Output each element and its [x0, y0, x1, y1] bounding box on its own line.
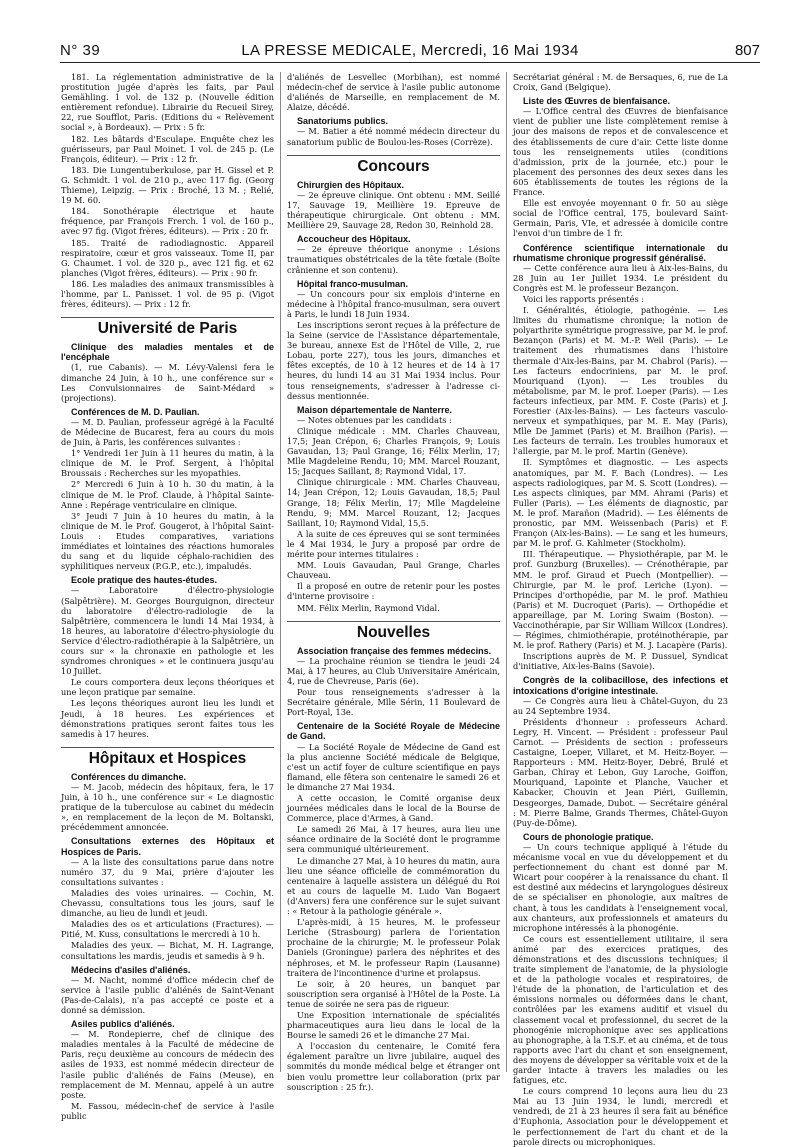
- item-text: Le samedi 26 Mai, à 17 heures, aura lieu une séance ordinaire de la Société dont le programme sera communiqué ultérieurement.: [287, 824, 500, 855]
- item-title: Médecins d'asiles d'aliénés.: [71, 964, 191, 975]
- continued-text: Secrétariat général : M. de Bersaques, 6, rue de La Croix, Gand (Belgique).: [513, 72, 728, 93]
- item-text: — 2e épreuve clinique. Ont obtenu : MM. Seillé 17, Sauvage 19, Meillière 19. Epreuve de thérapeutique chirurgicale. Ont obtenu : MM. Meillière 29, Sauvage 28, Redon 30, Reinhold 28.: [287, 189, 500, 231]
- book-entry: 183. Die Lungentuberkulose, par H. Gissel et P. G. Schmidt. 1 vol. de 210 p., avec 117 fig. (Georg Thieme), Leipzig. — Prix : Broché, 13 M. ; Relié, 19 M. 60.: [61, 164, 274, 206]
- section-heading-hopitaux: Hôpitaux et Hospices: [61, 747, 274, 764]
- page-number: 807: [734, 42, 760, 59]
- item-text: A l'occasion du centenaire, le Comité fera également paraître un livre jubilaire, auquel des sommités du monde médical belge et étranger ont bien voulu promettre leur collaboration (prix par souscription : 25 fr.).: [287, 1041, 500, 1092]
- item-text: — Un cours technique appliqué à l'étude du mécanisme vocal en vue du développement et du perfectionnement du chant est donné par M. Wicart pour coopérer à la renaissance du chant. Il est destiné aux médecins et laryngologues désireux de se spécialiser en phonologie, aux maîtres de chant, à tous les candidats à l'enseignement vocal, aux chanteurs, aux professionnels et amateurs du microphone intéressés à la phonogénie.: [513, 841, 728, 933]
- item-text: Le soir, à 20 heures, un banquet par souscription sera organisé à l'Hôtel de la Poste. La tenue de soirée ne sera pas de rigueur.: [287, 978, 500, 1009]
- item-text: M. Fassou, médecin-chef de service à l'asile public: [61, 1100, 274, 1121]
- journal-title: LA PRESSE MEDICALE, Mercredi, 16 Mai 1934: [241, 42, 579, 59]
- column-1: [61, 72, 274, 1121]
- item-text: Maladies des yeux. — Bichat, M. H. Lagrange, consultations les mardis, jeudis et samedis à 9 h.: [61, 940, 274, 961]
- item-text: — M. Batier a été nommé médecin directeur du sanatorium public de Boulou-les-Roses (Corrèze).: [287, 126, 500, 147]
- item-text: — Cette conférence aura lieu à Aix-les-Bains, du 28 Juin au 1er Juillet 1934. Le président du Congrès est M. le professeur Bezançon.: [513, 262, 728, 293]
- item-text: A cette occasion, le Comité organise deux journées médicales dans le local de la Bourse de Commerce, place d'Armes, à Gand.: [287, 793, 500, 824]
- item-title: Sanatoriums publics.: [297, 116, 389, 127]
- item-title: Ecole pratique des hautes-études.: [71, 575, 218, 586]
- item-text: Le cours comprend 10 leçons aura lieu du 23 Mai au 13 Juin 1934, le lundi, mercredi et vendredi, de 21 à 23 heures il sera fait au bénéfice d'Euphonia, Association pour le développement et le perfectionnement de l'art du chant et de la parole directs ou microphoniques.: [513, 1086, 728, 1147]
- continued-text: d'aliénés de Lesvellec (Morbihan), est nommé médecin-chef de service à l'asile public autonome d'aliénés de Marseille, en remplacement de M. Alaize, décédé.: [287, 72, 500, 113]
- item-text: (1, rue Cabanis). — M. Lévy-Valensi fera le dimanche 24 Juin, à 10 h., une conférence sur « Les Convulsionnaires de Saint-Médard » (projections).: [61, 362, 274, 403]
- item-title: Conférences du dimanche.: [71, 771, 187, 782]
- book-entry: 184. Sonothérapie électrique et haute fréquence, par François Frerch. 1 vol. de 160 p., avec 97 fig. (Vigot frères, éditeurs). — Prix : 20 fr.: [61, 206, 274, 237]
- book-entry: 186. Les maladies des animaux transmissibles à l'homme, par L. Panisset. 1 vol. de 95 p. (Vigot frères, éditeurs). — Prix : 12 fr.: [61, 278, 274, 310]
- item-text: — Laboratoire d'électro-physiologie (Salpêtrière). M. Georges Bourguignon, directeur du laboratoire d'électro-radiologie de la Salpêtrière, commencera le lundi 14 Mai 1934, à 18 heures, au laboratoire d'électro-physiologie du Service d'électro-radiothérapie à la Salpêtrière, un cours sur « la chronaxie en pathologie et les syndromes chroniques » et le continuera jusqu'au 10 Juillet.: [61, 585, 274, 677]
- item-text: Le cours comportera deux leçons théoriques et une leçon pratique par semaine.: [61, 677, 274, 698]
- item-title: Association française des femmes médecins.: [297, 645, 492, 656]
- item-title: Asiles publics d'aliénés.: [71, 1019, 175, 1030]
- item-title: Hôpital franco-musulman.: [297, 278, 409, 289]
- item-title: Cours de phonologie pratique.: [523, 831, 654, 842]
- item-text: — M. Jacob, médecin des hôpitaux, fera, le 17 Juin, à 10 h., une conférence sur « Le diagnostic pratique de la tuberculose au cabinet du médecin », en remplacement de la leçon de M. Boltanski, précédemment annoncée.: [61, 782, 274, 833]
- book-list: [61, 72, 274, 309]
- item-text: Inscriptions auprès de M. P. Dussuel, Syndicat d'initiative, Aix-les-Bains (Savoie).: [513, 651, 728, 672]
- item-title: Liste des Œuvres de bienfaisance.: [523, 96, 671, 107]
- item-text: III. Thérapeutique. — Physiothérapie, par M. le prof. Gunzburg (Bruxelles). — Crénothérapie, par MM. le prof. Giraud et Puech (Montpellier). — Chirurgie, par M. le prof. Leriche (Lyon). — Principes d'orthopédie, par M. le prof. Mathieu (Paris) et M. Ducroquet (Paris). — Orthopédie et appareillage, par M. Loring Swaim (Boston). — Vaccinothérapie, par Sir William Willcox (Londres). — Régimes, chimiothérapie, protéinothérapie, par M. le prof. Rathery (Paris) et M. J. Lacapère (Paris).: [513, 549, 728, 651]
- item-text: Maladies des voies urinaires. — Cochin, M. Chevassu, consultations tous les jours, sauf le dimanche, au lieu de lundi et jeudi.: [61, 887, 274, 919]
- column-2: [287, 72, 500, 1092]
- item-title: Consultations externes des Hôpitaux et Hospices de Paris.: [61, 836, 274, 857]
- item-text: 2° Mercredi 6 Juin à 10 h. 30 du matin, à la clinique de M. le Prof. Claude, à l'hôpital Sainte-Anne : Repérage ventriculaire en clinique.: [61, 479, 274, 510]
- section-heading-concours: Concours: [287, 155, 500, 172]
- item-text: 3° Jeudi 7 Juin à 10 heures du matin, à la clinique de M. le Prof. Gougerot, à l'hôpital Saint-Louis : Etudes comparatives, variations immédiates et lointaines des réactions humorales du sang et du liquide céphalo-rachidien des syphilitiques nerveux (P.G.P., etc.), impaludés.: [61, 510, 274, 572]
- item-text: Le dimanche 27 Mai, à 10 heures du matin, aura lieu une séance officielle de commémoration du centenaire à laquelle assistera un délégué du Roi et au cours de laquelle M. Ludo Van Bogaert (d'Anvers) fera une conférence sur le sujet suivant : « Retour à la pathologie générale ».: [287, 855, 500, 917]
- item-text: — Un concours pour six emplois d'interne en médecine à l'hôpital franco-musulman, sera ouvert à Paris, le lundi 18 Juin 1934.: [287, 288, 500, 319]
- item-title: Conférences de M. D. Paulian.: [71, 406, 200, 417]
- issue-number: N° 39: [60, 42, 101, 59]
- column-rule-2: [506, 72, 507, 1072]
- column-rule-1: [280, 72, 281, 1072]
- book-entry: 181. La réglementation administrative de la prostitution jugée d'après les faits, par Paul Gemähling. 1 vol. de 132 p. (Nouvelle édition entièrement refondue). Librairie du Recueil Sirey, 22, rue Soufflot, Paris. (Editions du « Relèvement social », à Bordeaux). — Prix : 5 fr.: [61, 72, 274, 133]
- book-entry: 185. Traité de radiodiagnostic. Appareil respiratoire, cœur et gros vaisseaux. Tome II, par G. Chaumet. 1 vol. de 320 p., avec 121 fig. et 62 planches (Vigot frères, éditeurs). — Prix : 90 fr.: [61, 237, 274, 278]
- item-text: — M. Rondepierre, chef de clinique des maladies mentales à la Faculté de médecine de Paris, reçu deuxième au concours de médecin des asiles de 1933, est nommé médecin directeur de l'asile public d'aliénés de Fains (Meuse), en remplacement de M. Mennau, appelé à un autre poste.: [61, 1029, 274, 1100]
- item-title: Congrès de la colibacillose, des infections et intoxications d'origine intestinale.: [513, 675, 728, 696]
- page-header: [60, 38, 760, 63]
- item-text: — L'Office central des Œuvres de bienfaisance vient de publier une liste complètement remise à jour des maisons de repos et de convalescence et des établissements de cure d'air. Cette liste donne tous les renseignements utiles (conditions d'admission, prix de la journée, etc.) pour le placement des personnes des deux sexes dans les 605 établissements de toutes les régions de la France.: [513, 106, 728, 198]
- item-text: — A la liste des consultations parue dans notre numéro 37, du 9 Mai, prière d'ajouter les consultations suivantes :: [61, 856, 274, 887]
- book-entry: 182. Les bâtards d'Esculape. Enquête chez les guérisseurs, par Paul Moinet. 1 vol. de 245 p. (Le François, éditeur). — Prix : 12 fr.: [61, 133, 274, 164]
- item-text: — La prochaine réunion se tiendra le jeudi 24 Mai, à 17 heures, au Club Universitaire Américain, 4, rue de Chevreuse, Paris (6e).: [287, 655, 500, 686]
- item-title: Clinique des maladies mentales et de l'encéphale: [61, 342, 274, 363]
- item-text: — La Société Royale de Médecine de Gand est la plus ancienne Société médicale de Belgique, c'est un actif foyer de culture scientifique en pays flamand, elle fêtera son centenaire le samedi 26 et le dimanche 27 Mai 1934.: [287, 741, 500, 792]
- item-text: — M. Nacht, nommé d'office médecin chef de service à l'asile public d'aliénés de Saint-Venant (Pas-de-Calais), n'a pas accepté ce poste et a donné sa démission.: [61, 974, 274, 1015]
- item-text: MM. Félix Merlin, Raymond Vidal.: [297, 602, 440, 613]
- item-text: Clinique chirurgicale : MM. Charles Chauveau, 14; Jean Crépon, 12; Louis Gavaudan, 18,5; Paul Grange, 18; Félix Merlin, 17; Mlle Magdeleine Rendu, 9; MM. Marcel Rouzant, 12; Jacques Saillant, 10; Raymond Vidal, 15,5.: [287, 477, 500, 528]
- column-3: [513, 72, 728, 1147]
- item-text: L'après-midi, à 15 heures, M. le professeur Leriche (Strasbourg) parlera de l'orientation prochaine de la chirurgie; M. le professeur Polak Daniels (Groningue) parlera des néphrites et des néphroses, et M. le professeur Rapin (Lausanne) traitera de l'incontinence d'urine et prolapsus.: [287, 917, 500, 978]
- item-text: — M. D. Paulian, professeur agrégé à la Faculté de Médecine de Bucarest, fera au cours du mois de Juin, à Paris, les conférences suivantes :: [61, 416, 274, 448]
- item-text: Maladies des os et articulations (Fractures). — Pitié, M. Kuss, consultations le mercredi à 10 h.: [61, 919, 274, 940]
- item-text: Les leçons théoriques auront lieu les lundi et Jeudi, à 18 heures. Les expériences et démonstrations pratiques seront faites tous les samedis à 17 heures.: [61, 698, 274, 739]
- item-text: Voici les rapports présentés :: [523, 293, 645, 304]
- item-text: Les inscriptions seront reçues à la préfecture de la Seine (service de l'Assistance départementale, 3e bureau, annexe Est de l'Hôtel de Ville, 2, rue Lobau, porte 227), tous les jours, dimanches et fêtes exceptés, de 10 à 12 heures et de 14 à 17 heures, du lundi 14 au 31 Mai 1934 inclus. Pour tous renseignements, s'adresser à l'adresse ci-dessus mentionnée.: [287, 319, 500, 401]
- item-text: Clinique médicale : MM. Charles Chauveau, 17,5; Jean Crépon, 6; Charles François, 9; Louis Gavaudan, 13; Paul Grange, 16; Félix Merlin, 17; Mlle Magdeleine Rendu, 10; MM. Marcel Rouzant, 15; Jacques Saillant, 8; Raymond Vidal, 17.: [287, 425, 500, 477]
- item-text: Il a proposé en outre de retenir pour les postes d'interne provisoire :: [287, 581, 500, 602]
- section-heading-nouvelles: Nouvelles: [287, 621, 500, 638]
- item-text: I. Généralités, étiologie, pathogénie. — Les limites du rhumatisme chronique; la notion de polyarthrite symétrique progressive, par M. le prof. Bezançon (Paris) et M. M.-P. Weil (Paris). — Le traitement des rhumatismes dans l'histoire thermale d'Aix-les-Bains, par M. Chabrol (Paris). — Les facteurs endocriniens, par M. le prof. Mouriquand (Lyon). — Les troubles du métabolisme, par M. le prof. Loeper (Paris). — Les facteurs infectieux, par MM. F. Coste (Paris) et J. Forestier (Aix-les-Bains). — Les facteurs vasculo-nerveux et sympathiques, par M. E. May (Paris), Mlle De Jammet (Paris) et M. Brailhon (Paris). — Les facteurs de terrain. Les troubles humoraux et l'allergie, par M. le prof. Martin (Genève).: [513, 305, 728, 457]
- item-text: Une Exposition internationale de spécialités pharmaceutiques aura lieu dans le local de la Bourse le samedi 26 et le dimanche 27 Mai.: [287, 1009, 500, 1041]
- item-text: MM. Louis Gavaudan, Paul Grange, Charles Chauveau.: [287, 560, 500, 581]
- item-text: — 2e épreuve théorique anonyme : Lésions traumatiques obstétricales de la tête fœtale (Boîte crânienne et son contenu).: [287, 244, 500, 275]
- item-title: Centenaire de la Société Royale de Médecine de Gand.: [287, 721, 500, 742]
- item-text: — Notes obtenues par les candidats :: [297, 414, 452, 425]
- item-title: Maison départementale de Nanterre.: [297, 404, 453, 415]
- item-text: Elle est envoyée moyennant 0 fr. 50 au siège social de l'Office central, 175, boulevard Saint-Germain, Paris, VIe, et adressée à domicile contre l'envoi d'un timbre de 1 fr.: [513, 198, 728, 239]
- item-title: Chirurgien des Hôpitaux.: [297, 179, 405, 190]
- item-title: Conférence scientifique internationale du rhumatisme chronique progressif généralisé.: [513, 242, 728, 263]
- item-text: Présidents d'honneur : professeurs Achard. Legry, H. Vincent. — Président : professeur Paul Carnot. — Présidents de section : professeurs Castaigne, Loeper, Villaret, et M. Heitz-Boyer. — Rapporteurs : MM. Heitz-Boyer, Debré, Brulé et Garban, Chiray et Lebon, Guy Laroche, Goiffon, Mouriquand, Lapointe et Planche, Vaucher et Kabacker, Chouvin et Jean Piéri, Guillemin, Desgeorges, Damade, Dubot. — Secrétaire général : M. Pierre Balme, Grands Thermes, Châtel-Guyon (Puy-de-Dôme).: [513, 716, 728, 828]
- item-text: — Ce Congrès aura lieu à Châtel-Guyon, du 23 au 24 Septembre 1934.: [513, 695, 728, 716]
- item-title: Accoucheur des Hôpitaux.: [297, 234, 411, 245]
- item-text: Pour tous renseignements s'adresser à la Secrétaire générale, Mlle Sérin, 11 Boulevard de Port-Royal, 13e.: [287, 687, 500, 718]
- item-text: 1° Vendredi 1er Juin à 11 heures du matin, à la clinique de M. le Prof. Sergent, à l'hôpital Broussais : Recherches sur les myopathies.: [61, 448, 274, 479]
- section-heading-universite: Université de Paris: [61, 317, 274, 334]
- item-text: II. Symptômes et diagnostic. — Les aspects anatomiques, par M. F. Bach (Londres). — Les aspects radiologiques, par M. S. Scott (Londres). — Les aspects cliniques, par MM. Ahrami (Paris) et Fuller (Paris). — Les éléments de diagnostic, par M. le prof. Marañon (Madrid). — Les éléments de pronostic, par MM. Weissenbach (Paris) et F. Françon (Aix-les-Bains). — Le sang et les humeurs, par M. le prof. G. Kahlmeter (Stockholm).: [513, 457, 728, 549]
- item-text: A la suite de ces épreuves qui se sont terminées le 4 Mai 1934, le Jury a proposé par ordre de mérite pour internes titulaires :: [287, 528, 500, 560]
- item-text: Ce cours est essentiellement utilitaire, il sera animé par des exercices pratiques, des démonstrations et des discussions techniques; il traite simplement de l'anatomie, de la physiologie et de la pathologie vocales et respiratoires, de l'étude de la phonation, de l'articulation et des émissions normales ou déformées dans le chant, contrôlées par les examens auditif et visuel du classement vocal et professionnel, du secret de la phonogénie microphonique avec ses applications au phonographe, à la T.S.F. et au cinéma, et de tous rapports avec l'art du chant et son enseignement, des moyens de développer sa véritable voix et de la garder intacte à travers les maladies ou les fatigues, etc.: [513, 933, 728, 1086]
